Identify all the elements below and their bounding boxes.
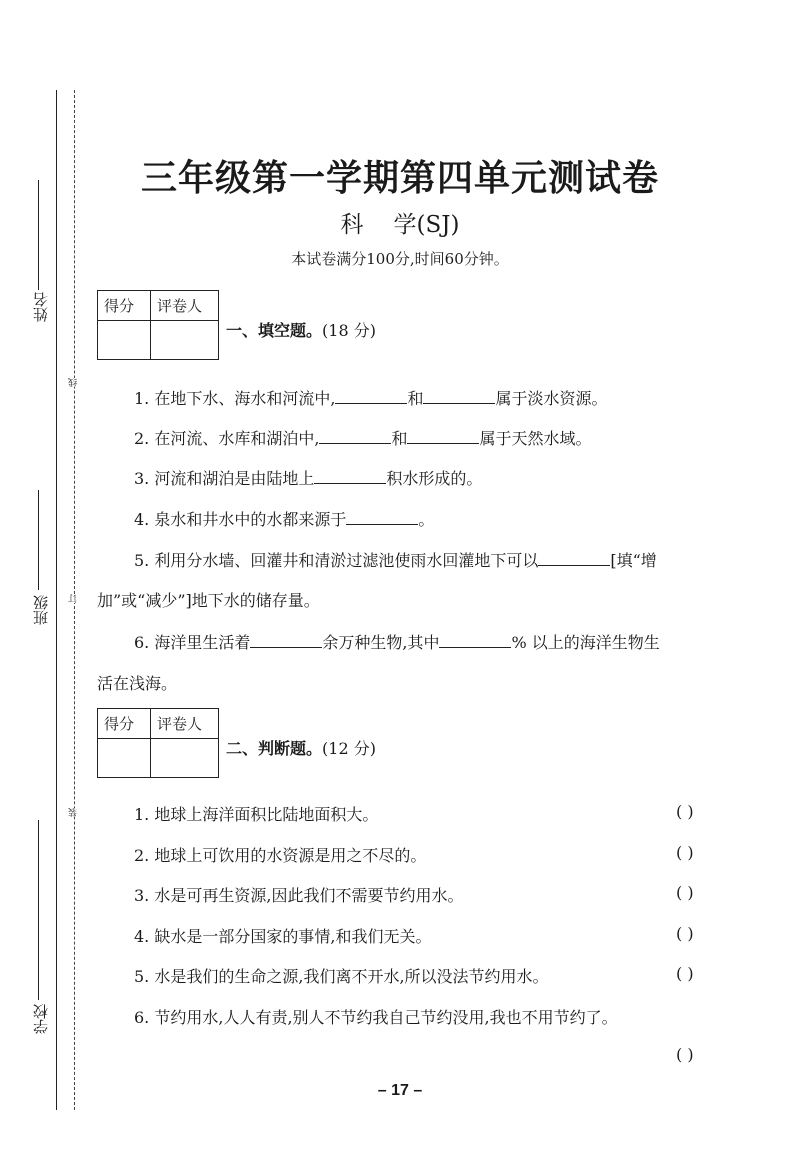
class-blank[interactable] [38, 490, 39, 590]
answer-parentheses[interactable]: ( ) [676, 964, 694, 983]
answer-blank[interactable] [250, 646, 322, 648]
section-1-title: 一、填空题。(18 分) [226, 321, 376, 340]
answer-blank[interactable] [439, 646, 511, 648]
fill-question-6-continued: 活在浅海。 [97, 674, 178, 693]
fill-question-1: 1. 在地下水、海水和河流中, 和 属于淡水资源。 [134, 389, 608, 408]
answer-blank[interactable] [538, 564, 610, 566]
subject-left: 科 [340, 212, 364, 238]
section-1-points: (18 分) [322, 321, 376, 340]
school-label: 学校 [32, 1004, 50, 1034]
subject-line [0, 206, 800, 239]
judge-question-3: 3. 水是可再生资源,因此我们不需要节约用水。 [134, 886, 464, 905]
fill-question-6: 6. 海洋里生活着 余万种生物,其中 % 以上的海洋生物生 [134, 633, 660, 652]
subject-right: 学(SJ) [393, 212, 460, 238]
school-blank[interactable] [38, 820, 39, 1000]
section-2-points: (12 分) [322, 739, 376, 758]
answer-blank[interactable] [407, 442, 479, 444]
score-label: 得分 [104, 297, 135, 315]
answer-blank[interactable] [335, 402, 407, 404]
fill-question-4: 4. 泉水和井水中的水都来源于 。 [134, 510, 435, 529]
judge-question-6: 6. 节约用水,人人有责,别人不节约我自己节约没用,我也不用节约了。 [134, 1008, 618, 1027]
name-label: 姓名 [32, 292, 50, 322]
answer-blank[interactable] [319, 442, 391, 444]
fill-question-5-continued: 加”或“减少”]地下水的储存量。 [97, 591, 320, 610]
answer-parentheses[interactable]: ( ) [676, 883, 694, 902]
judge-question-5: 5. 水是我们的生命之源,我们离不开水,所以没法节约用水。 [134, 967, 549, 986]
score-box-2 [97, 708, 219, 778]
cut-mark-line: 线 [69, 378, 79, 387]
page-number: – 17 – [377, 1082, 423, 1099]
score-box-1 [97, 290, 219, 360]
grader-label: 评卷人 [157, 297, 203, 315]
answer-blank[interactable] [346, 523, 418, 525]
section-2-title: 二、判断题。(12 分) [226, 739, 376, 758]
grader-label: 评卷人 [157, 715, 203, 733]
answer-parentheses[interactable]: ( ) [676, 924, 694, 943]
answer-parentheses[interactable]: ( ) [676, 802, 694, 821]
fill-question-3: 3. 河流和湖泊是由陆地上 积水形成的。 [134, 469, 483, 488]
answer-blank[interactable] [314, 482, 386, 484]
exam-note: 本试卷满分100分,时间60分钟。 [291, 250, 509, 268]
class-label: 班级 [32, 595, 50, 625]
cut-mark-order: 订 [69, 594, 79, 603]
judge-question-1: 1. 地球上海洋面积比陆地面积大。 [134, 805, 379, 824]
answer-blank[interactable] [423, 402, 495, 404]
binding-border-line [56, 90, 57, 1110]
score-label: 得分 [104, 715, 135, 733]
judge-question-4: 4. 缺水是一部分国家的事情,和我们无关。 [134, 927, 432, 946]
fill-question-2: 2. 在河流、水库和湖泊中, 和 属于天然水域。 [134, 429, 592, 448]
answer-parentheses[interactable]: ( ) [676, 1045, 694, 1064]
fill-question-5: 5. 利用分水墙、回灌井和清淤过滤池使雨水回灌地下可以 [填“增 [134, 551, 657, 570]
answer-parentheses[interactable]: ( ) [676, 843, 694, 862]
cut-mark-bind: 装 [69, 808, 79, 817]
judge-question-2: 2. 地球上可饮用的水资源是用之不尽的。 [134, 846, 427, 865]
page-title: 三年级第一学期第四单元测试卷 [140, 157, 659, 199]
